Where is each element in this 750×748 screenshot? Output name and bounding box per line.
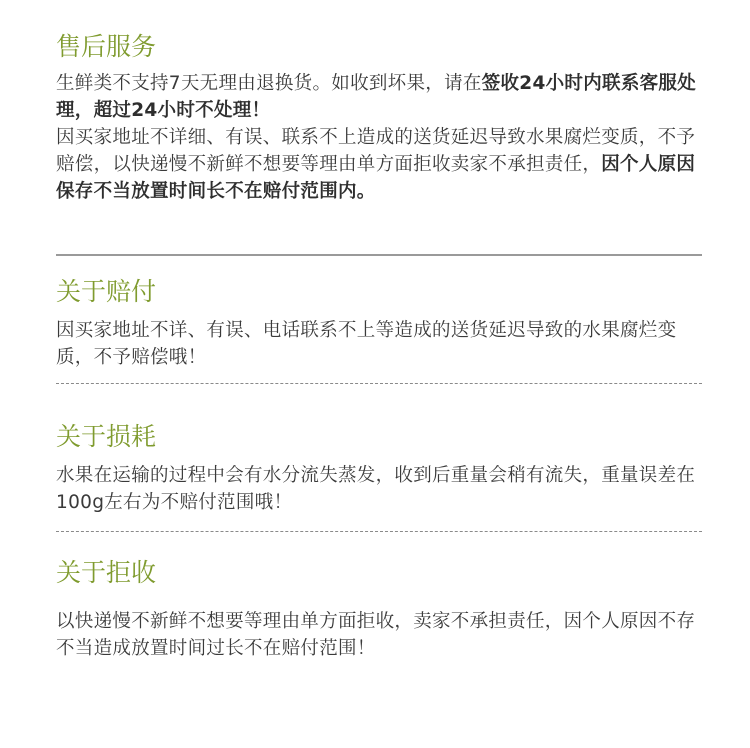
after-sales-paragraph-2: [56, 124, 706, 205]
section-divider-solid: [56, 254, 702, 256]
rejection-section: [56, 556, 706, 662]
rejection-title: 关于拒收: [56, 558, 157, 587]
section-divider-dashed-2: [56, 531, 702, 532]
after-sales-title: 售后服务: [56, 32, 157, 61]
loss-section: [56, 420, 706, 516]
loss-text: 水果在运输的过程中会有水分流失蒸发，收到后重量会稍有流失，重量误差在100g左右为不赔付范围哦！: [56, 465, 696, 513]
compensation-section: [56, 275, 706, 371]
after-sales-section: [56, 30, 706, 205]
rejection-text: 以快递慢不新鲜不想要等理由单方面拒收，卖家不承担责任，因个人原因不存不当造成放置时间过长不在赔付范围！: [56, 611, 696, 659]
compensation-title: 关于赔付: [56, 277, 157, 306]
after-sales-p1-bold: 签收24小时内联系客服处理，超过24小时不处理！: [56, 73, 697, 121]
after-sales-p2-bold: 因个人原因保存不当放置时间长不在赔付范围内。: [56, 154, 696, 202]
after-sales-p1-text: 生鲜类不支持7天无理由退换货。如收到坏果，请在: [56, 73, 482, 94]
section-divider-dashed-1: [56, 383, 702, 384]
after-sales-p2-text: 因买家地址不详细、有误、联系不上造成的送货延迟导致水果腐烂变质，不予赔偿，以快递慢不新鲜不想要等理由单方面拒收卖家不承担责任，: [56, 127, 696, 175]
after-sales-paragraph-1: [56, 70, 706, 124]
loss-title: 关于损耗: [56, 422, 157, 451]
compensation-text: 因买家地址不详、有误、电话联系不上等造成的送货延迟导致的水果腐烂变质，不予赔偿哦！: [56, 320, 677, 368]
